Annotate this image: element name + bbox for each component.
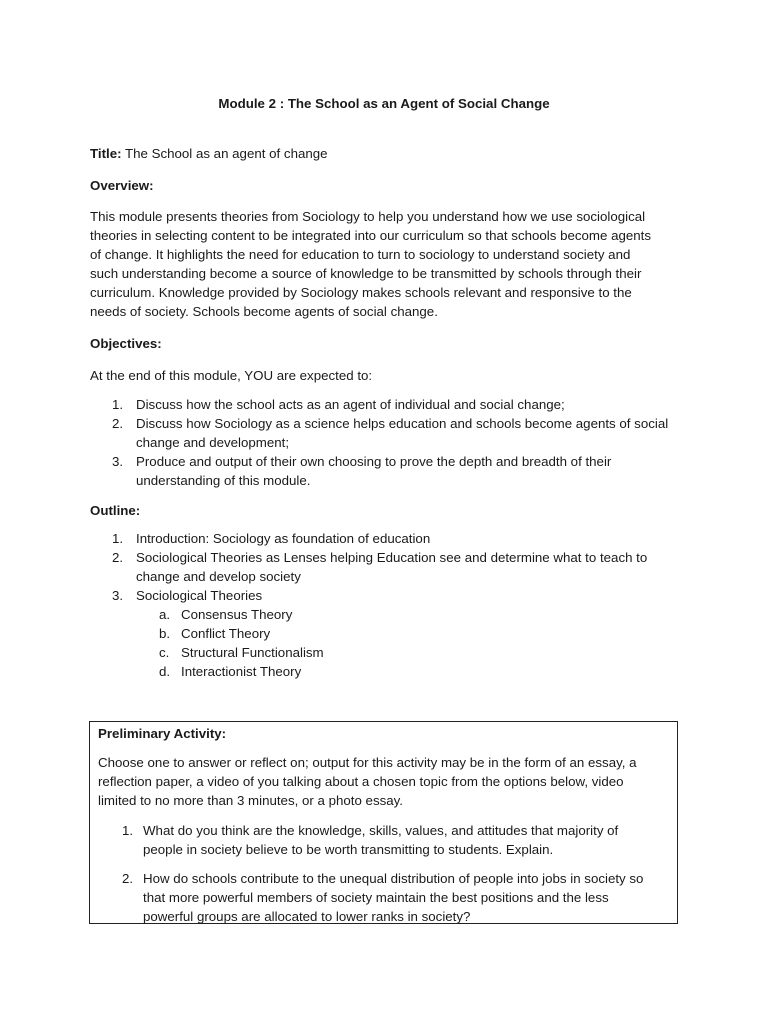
- item-text: understanding of this module.: [136, 473, 311, 488]
- list-item: [90, 662, 678, 681]
- item-text: that more powerful members of society maintain the best positions and the less: [143, 890, 609, 905]
- title-label: Title:: [90, 146, 122, 161]
- overview-line: such understanding become a source of knowledge to be transmitted by schools through their: [90, 266, 642, 281]
- preliminary-activity-box: [89, 721, 678, 924]
- outline-heading: Outline:: [90, 503, 141, 518]
- item-text: Conflict Theory: [181, 626, 271, 641]
- item-letter: b.: [159, 626, 171, 641]
- activity-intro-line: Choose one to answer or reflect on; output for this activity may be in the form of an essay, a: [98, 755, 637, 770]
- list-item: [98, 821, 671, 859]
- item-text: How do schools contribute to the unequal distribution of people into jobs in society so: [143, 871, 644, 886]
- item-letter: d.: [159, 664, 171, 679]
- overview-line: needs of society. Schools become agents of social change.: [90, 304, 438, 319]
- list-item: [90, 605, 678, 624]
- item-number: 3.: [112, 454, 124, 469]
- item-number: 1.: [122, 823, 134, 838]
- overview-line: theories in selecting content to be integrated into our curriculum so that schools become agents: [90, 228, 652, 243]
- list-item: [90, 395, 678, 414]
- item-text: Consensus Theory: [181, 607, 293, 622]
- activity-intro: [98, 753, 671, 810]
- item-number: 2.: [122, 871, 134, 886]
- title-value: The School as an agent of change: [121, 146, 328, 161]
- list-item: [90, 414, 678, 452]
- item-letter: a.: [159, 607, 171, 622]
- outline-sublist: [90, 605, 678, 681]
- item-text: Produce and output of their own choosing to prove the depth and breadth of their: [136, 454, 612, 469]
- item-text: change and develop society: [136, 569, 301, 584]
- document-title: Module 2 : The School as an Agent of Social Change: [218, 96, 550, 111]
- overview-heading: Overview:: [90, 178, 154, 193]
- item-text: Structural Functionalism: [181, 645, 324, 660]
- item-text: Discuss how Sociology as a science helps education and schools become agents of social: [136, 416, 669, 431]
- objectives-intro: At the end of this module, YOU are expected to:: [90, 368, 373, 383]
- item-text: Discuss how the school acts as an agent of individual and social change;: [136, 397, 565, 412]
- item-text: change and development;: [136, 435, 290, 450]
- item-text: Introduction: Sociology as foundation of education: [136, 531, 431, 546]
- activity-list: [98, 821, 671, 926]
- list-item: [98, 869, 671, 926]
- overview-line: curriculum. Knowledge provided by Sociology makes schools relevant and responsive to the: [90, 285, 632, 300]
- outline-list: [90, 529, 678, 605]
- list-item: [90, 452, 678, 490]
- activity-heading: Preliminary Activity:: [98, 726, 227, 741]
- list-item: [90, 529, 678, 548]
- activity-intro-line: limited to no more than 3 minutes, or a photo essay.: [98, 793, 404, 808]
- item-number: 1.: [112, 397, 124, 412]
- objectives-list: [90, 395, 678, 490]
- item-text: Sociological Theories: [136, 588, 263, 603]
- item-text: people in society believe to be worth transmitting to students. Explain.: [143, 842, 554, 857]
- objectives-heading: Objectives:: [90, 336, 162, 351]
- overview-line: of change. It highlights the need for education to turn to sociology to understand society and: [90, 247, 631, 262]
- item-letter: c.: [159, 645, 170, 660]
- title-line: [90, 144, 678, 163]
- list-item: [90, 643, 678, 662]
- item-text: Sociological Theories as Lenses helping Education see and determine what to teach to: [136, 550, 648, 565]
- list-item: [90, 548, 678, 586]
- item-text: powerful groups are allocated to lower ranks in society?: [143, 909, 471, 924]
- list-item: [90, 586, 678, 605]
- list-item: [90, 624, 678, 643]
- overview-line: This module presents theories from Sociology to help you understand how we use sociological: [90, 209, 646, 224]
- item-text: Interactionist Theory: [181, 664, 302, 679]
- item-number: 1.: [112, 531, 124, 546]
- item-number: 3.: [112, 588, 124, 603]
- activity-content: [98, 724, 671, 926]
- item-number: 2.: [112, 550, 124, 565]
- item-text: What do you think are the knowledge, skills, values, and attitudes that majority of: [143, 823, 619, 838]
- activity-intro-line: reflection paper, a video of you talking about a chosen topic from the options below, video: [98, 774, 624, 789]
- item-number: 2.: [112, 416, 124, 431]
- overview-paragraph: [90, 207, 678, 321]
